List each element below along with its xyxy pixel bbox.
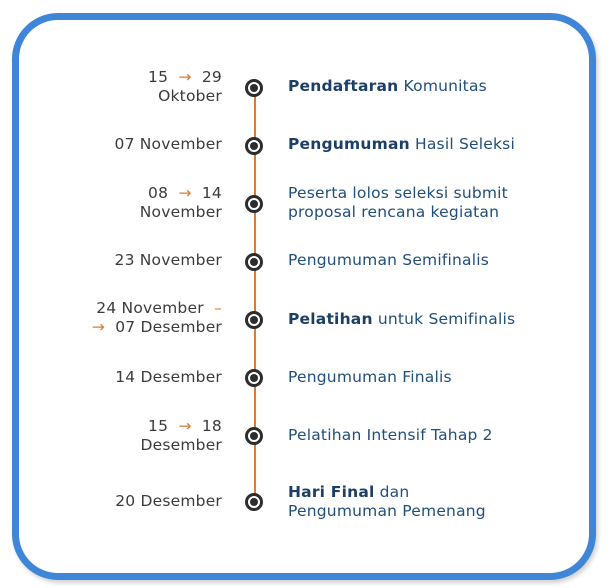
date-start: 24 November (96, 299, 204, 317)
event-title: Pelatihan (288, 310, 373, 328)
event-text: Pengumuman Finalis (288, 368, 452, 386)
timeline-dot-icon (245, 493, 263, 511)
date-text: 23 November (114, 251, 222, 269)
date-label (115, 251, 222, 270)
date-label (140, 184, 222, 222)
date-text: 07 November (114, 135, 222, 153)
event-text-line1: Peserta lolos seleksi submit (288, 184, 508, 202)
arrow-right-icon: → (178, 68, 192, 86)
date-month: November (139, 203, 222, 221)
timeline-dot-icon (245, 137, 263, 155)
event-text-line2: Pengumuman Pemenang (288, 502, 486, 520)
date-label (148, 68, 222, 106)
date-label (115, 492, 222, 511)
event-label (288, 368, 452, 387)
arrow-right-icon: → (178, 417, 192, 435)
timeline-dot-icon (245, 79, 263, 97)
event-label (288, 135, 515, 154)
arrow-right-icon: → (178, 184, 192, 202)
date-start: 08 (148, 184, 169, 202)
event-text-line2: proposal rencana kegiatan (288, 203, 500, 221)
date-end: 14 (201, 184, 222, 202)
event-detail: Hasil Seleksi (409, 135, 515, 153)
event-label (288, 310, 515, 329)
date-month: Desember (140, 436, 222, 454)
date-month: Oktober (158, 87, 222, 105)
date-text: 20 Desember (115, 492, 222, 510)
date-start: 15 (148, 417, 169, 435)
event-label (288, 251, 489, 270)
event-label (288, 426, 493, 445)
date-end: 18 (201, 417, 222, 435)
event-detail: Komunitas (398, 77, 487, 95)
date-end: 07 Desember (115, 318, 222, 336)
event-detail: untuk Semifinalis (372, 310, 516, 328)
date-label (115, 135, 222, 154)
event-label (288, 184, 508, 222)
timeline-dot-icon (245, 369, 263, 387)
event-text: Pelatihan Intensif Tahap 2 (288, 426, 493, 444)
event-detail: dan (374, 483, 410, 501)
event-text: Pengumuman Semifinalis (288, 251, 490, 269)
dash-icon: – (214, 299, 222, 317)
event-title: Hari Final (288, 483, 375, 501)
timeline-dot-icon (245, 311, 263, 329)
event-title: Pengumuman (288, 135, 410, 153)
date-label (140, 417, 222, 455)
date-label (92, 299, 222, 337)
timeline-dot-icon (245, 427, 263, 445)
date-label (115, 368, 222, 387)
date-end: 29 (201, 68, 222, 86)
timeline-dot-icon (245, 253, 263, 271)
date-text: 14 Desember (115, 368, 222, 386)
event-label (288, 483, 486, 521)
date-start: 15 (148, 68, 169, 86)
event-label (288, 77, 487, 96)
timeline-dot-icon (245, 195, 263, 213)
event-title: Pendaftaran (288, 77, 399, 95)
arrow-right-icon: → (91, 318, 105, 336)
